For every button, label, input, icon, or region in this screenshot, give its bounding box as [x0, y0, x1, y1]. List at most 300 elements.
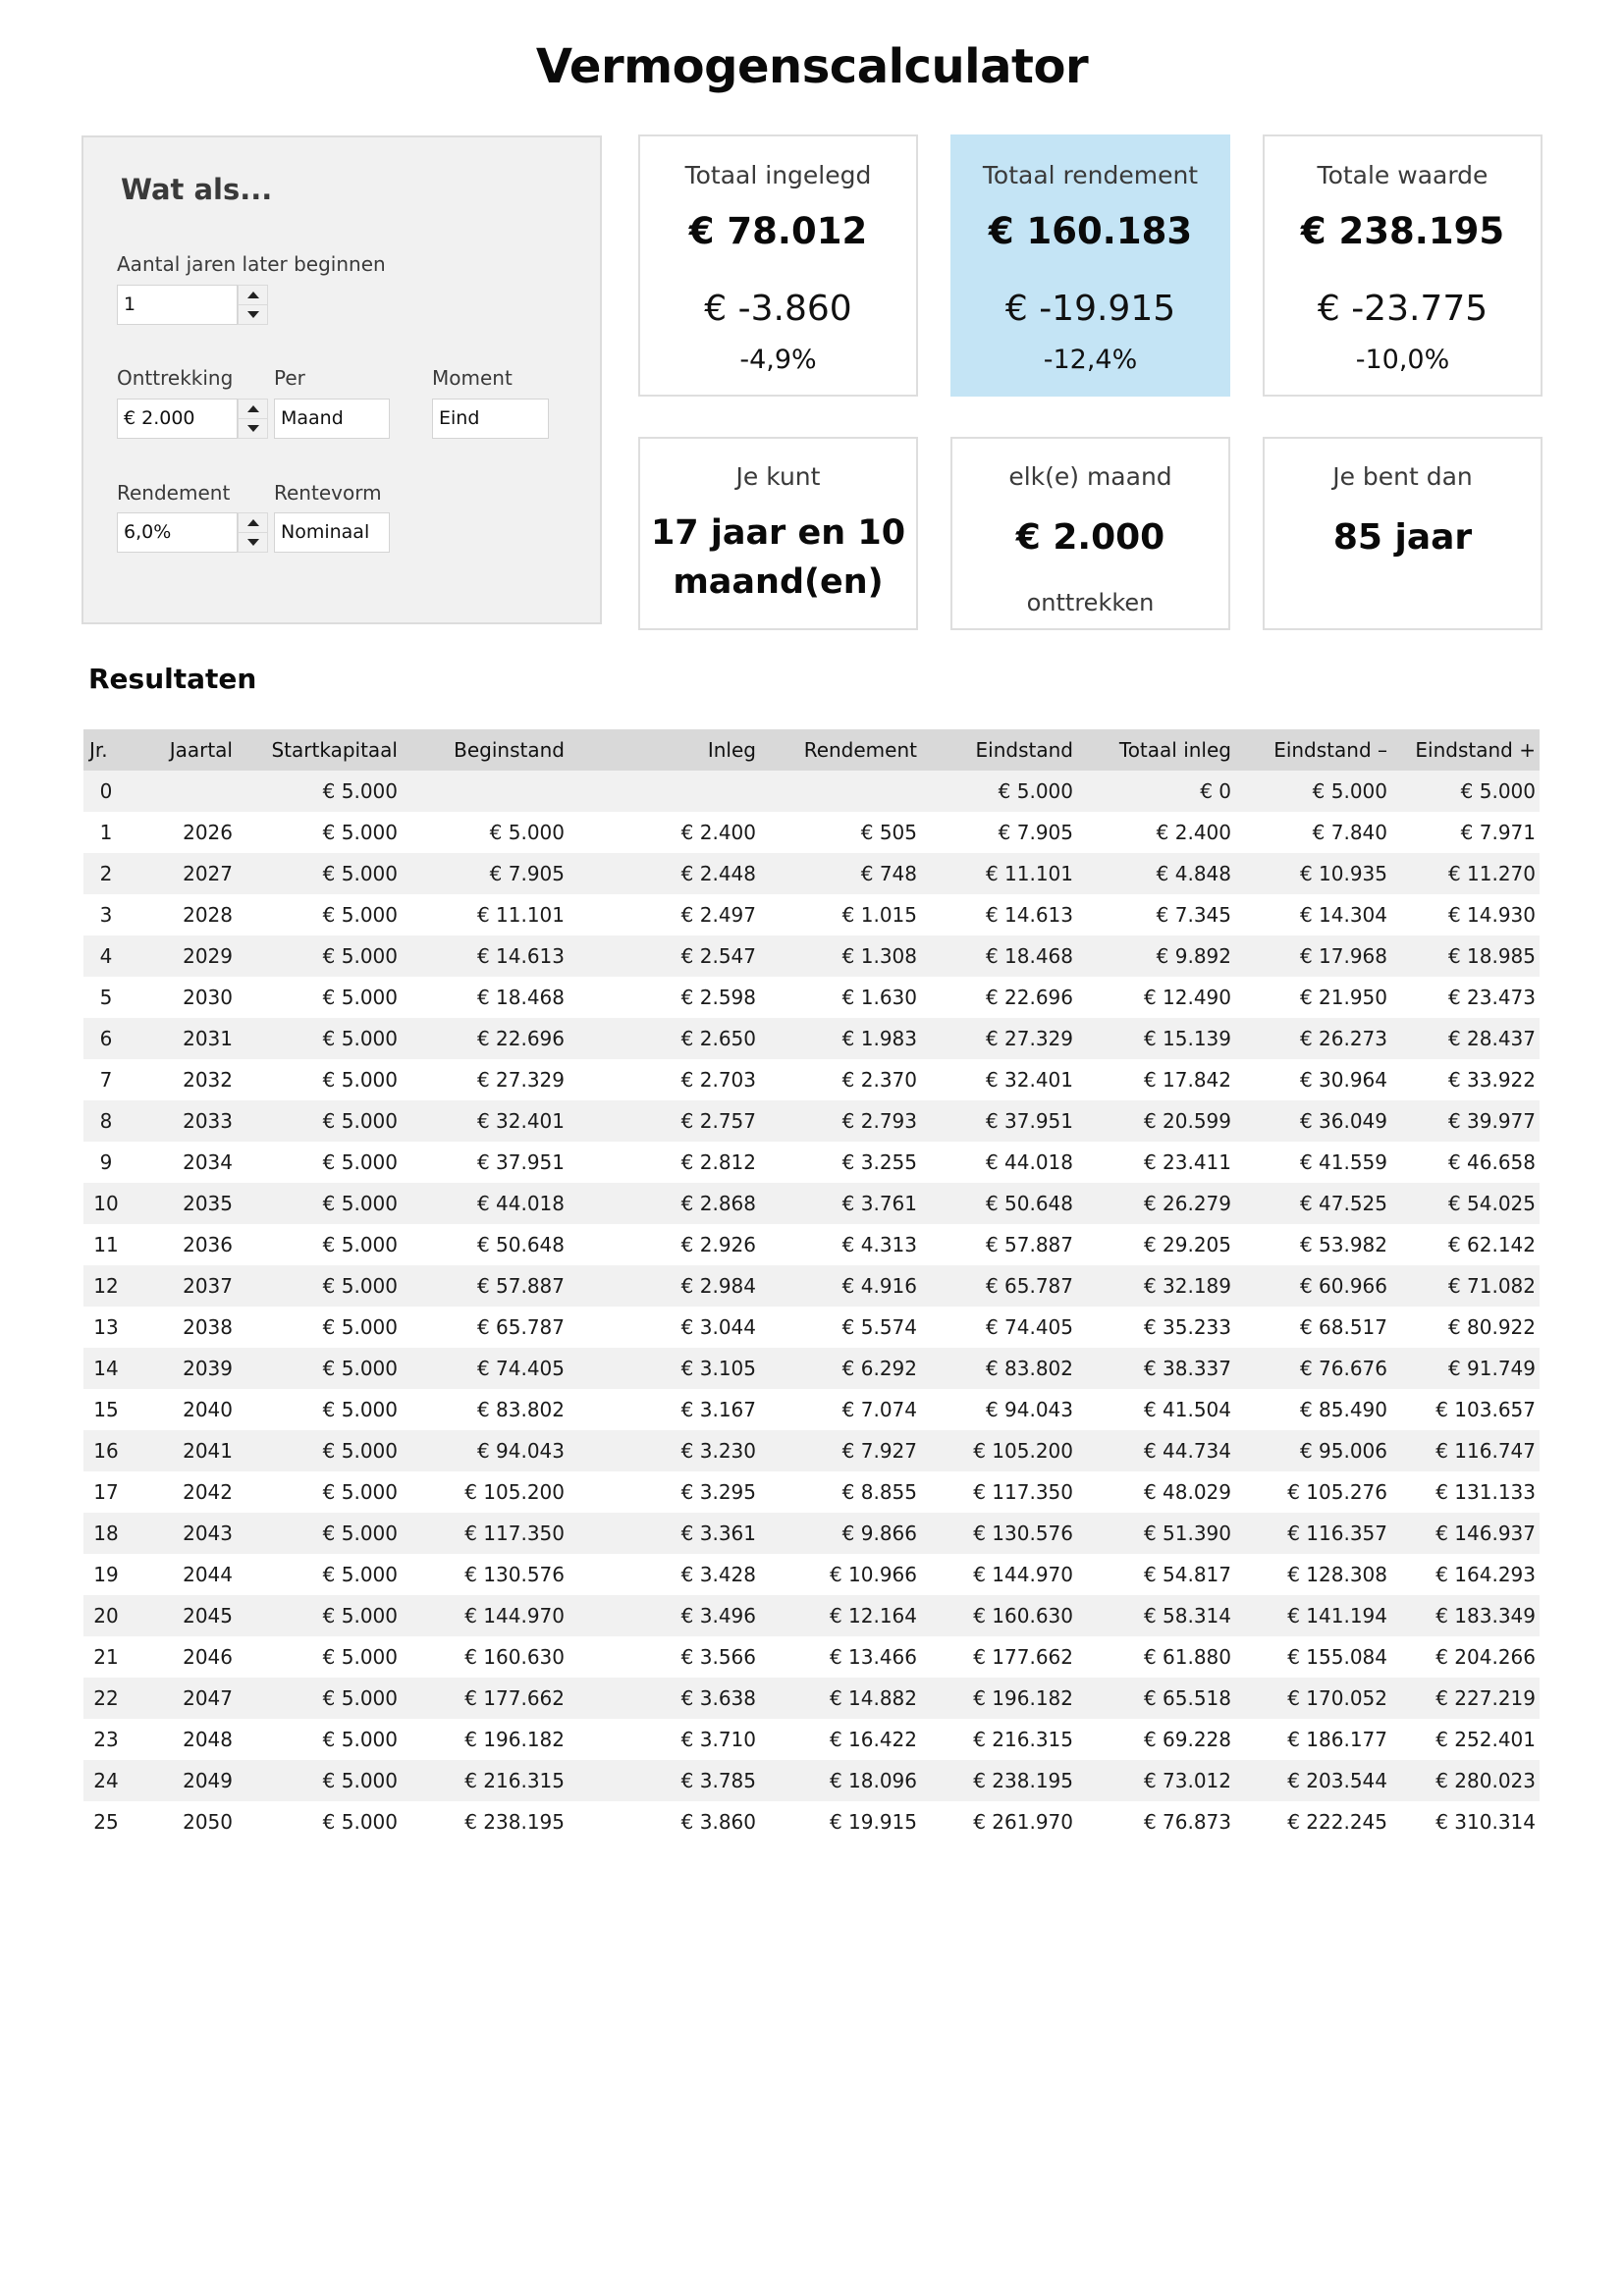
cell-end-balance: € 37.951	[985, 1109, 1073, 1133]
cell-total-deposit: € 26.279	[1143, 1192, 1231, 1215]
cell-deposit: € 3.428	[680, 1563, 756, 1586]
cell-end-balance-low: € 141.194	[1287, 1604, 1387, 1628]
cell-year: 2026	[183, 821, 233, 844]
table-row	[83, 1224, 1540, 1265]
cell-year-index: 13	[93, 1315, 119, 1339]
cell-return: € 10.966	[829, 1563, 917, 1586]
cell-return: € 3.761	[841, 1192, 917, 1215]
cell-year-index: 21	[93, 1645, 119, 1669]
cell-return: € 14.882	[829, 1686, 917, 1710]
cell-end-balance-high: € 14.930	[1447, 903, 1536, 927]
cell-return: € 16.422	[829, 1728, 917, 1751]
cell-deposit: € 2.547	[680, 944, 756, 968]
cell-year-index: 4	[99, 944, 113, 968]
cell-start-capital: € 5.000	[322, 779, 398, 803]
interest-type-select[interactable]: Nominaal	[274, 512, 390, 553]
cell-start-capital: € 5.000	[322, 1233, 398, 1256]
cell-start-capital: € 5.000	[322, 1686, 398, 1710]
table-row	[83, 1554, 1540, 1595]
cell-year-index: 2	[99, 862, 113, 885]
cell-year-index: 3	[99, 903, 113, 927]
results-table	[83, 729, 1540, 1842]
cell-end-balance-high: € 310.314	[1435, 1810, 1536, 1834]
card-value: 85 jaar	[1332, 517, 1473, 558]
cell-start-capital: € 5.000	[322, 903, 398, 927]
card-total-value	[1263, 134, 1543, 397]
column-header-end-balance: Eindstand	[975, 738, 1073, 762]
cell-year: 2029	[183, 944, 233, 968]
cell-year-index: 18	[93, 1522, 119, 1545]
cell-deposit: € 2.598	[680, 986, 756, 1009]
column-header-end-balance-low: Eindstand –	[1273, 738, 1387, 762]
cell-start-capital: € 5.000	[322, 986, 398, 1009]
card-label: Je bent dan	[1332, 462, 1473, 491]
cell-end-balance: € 177.662	[973, 1645, 1073, 1669]
cell-total-deposit: € 2.400	[1156, 821, 1231, 844]
cell-year: 2035	[183, 1192, 233, 1215]
cell-end-balance: € 160.630	[973, 1604, 1073, 1628]
cell-end-balance-high: € 280.023	[1435, 1769, 1536, 1792]
cell-end-balance-low: € 170.052	[1287, 1686, 1387, 1710]
cell-year: 2030	[183, 986, 233, 1009]
withdrawal-stepper[interactable]	[238, 399, 268, 439]
cell-end-balance-high: € 7.971	[1460, 821, 1536, 844]
table-body	[83, 771, 1540, 1842]
cell-return: € 19.915	[829, 1810, 917, 1834]
cell-end-balance-low: € 41.559	[1299, 1150, 1387, 1174]
cell-begin-balance: € 105.200	[464, 1480, 565, 1504]
column-header-start-capital: Startkapitaal	[271, 738, 398, 762]
cell-begin-balance: € 117.350	[464, 1522, 565, 1545]
table-row	[83, 1760, 1540, 1801]
return-stepper[interactable]	[238, 512, 268, 553]
withdrawal-label: Onttrekking	[117, 366, 234, 390]
cell-return: € 4.916	[841, 1274, 917, 1298]
cell-begin-balance: € 14.613	[476, 944, 565, 968]
card-delta: € -3.860	[704, 289, 852, 329]
cell-end-balance-high: € 146.937	[1435, 1522, 1536, 1545]
cell-end-balance-high: € 18.985	[1447, 944, 1536, 968]
cell-return: € 1.015	[841, 903, 917, 927]
cell-begin-balance: € 65.787	[476, 1315, 565, 1339]
cell-deposit: € 2.400	[680, 821, 756, 844]
cell-end-balance-high: € 183.349	[1435, 1604, 1536, 1628]
cell-return: € 1.630	[841, 986, 917, 1009]
card-subtext: onttrekken	[1026, 589, 1155, 616]
cell-end-balance-low: € 26.273	[1299, 1027, 1387, 1050]
cell-year-index: 23	[93, 1728, 119, 1751]
cell-return: € 8.855	[841, 1480, 917, 1504]
cell-end-balance-high: € 103.657	[1435, 1398, 1536, 1421]
cell-start-capital: € 5.000	[322, 1068, 398, 1092]
increment-button[interactable]	[239, 513, 267, 533]
column-header-return: Rendement	[803, 738, 917, 762]
cell-begin-balance: € 18.468	[476, 986, 565, 1009]
arrow-up-icon	[247, 519, 259, 526]
cell-year: 2039	[183, 1357, 233, 1380]
cell-end-balance-high: € 80.922	[1447, 1315, 1536, 1339]
cell-begin-balance: € 5.000	[489, 821, 565, 844]
cell-return: € 6.292	[841, 1357, 917, 1380]
cell-year: 2028	[183, 903, 233, 927]
cell-start-capital: € 5.000	[322, 821, 398, 844]
cell-start-capital: € 5.000	[322, 1027, 398, 1050]
table-row	[83, 1348, 1540, 1389]
table-row	[83, 1142, 1540, 1183]
cell-end-balance-high: € 91.749	[1447, 1357, 1536, 1380]
cell-end-balance-low: € 5.000	[1312, 779, 1387, 803]
cell-begin-balance: € 27.329	[476, 1068, 565, 1092]
cell-start-capital: € 5.000	[322, 862, 398, 885]
cell-begin-balance: € 238.195	[464, 1810, 565, 1834]
cell-start-capital: € 5.000	[322, 1150, 398, 1174]
increment-button[interactable]	[239, 400, 267, 419]
cell-year: 2043	[183, 1522, 233, 1545]
arrow-up-icon	[247, 292, 259, 298]
cell-end-balance-low: € 76.676	[1299, 1357, 1387, 1380]
cell-end-balance-low: € 116.357	[1287, 1522, 1387, 1545]
cell-year: 2050	[183, 1810, 233, 1834]
cell-deposit: € 2.926	[680, 1233, 756, 1256]
table-row	[83, 1018, 1540, 1059]
table-row	[83, 935, 1540, 977]
cell-return: € 13.466	[829, 1645, 917, 1669]
cell-total-deposit: € 65.518	[1143, 1686, 1231, 1710]
cell-return: € 1.308	[841, 944, 917, 968]
card-value: € 2.000	[1015, 517, 1165, 558]
cell-year: 2027	[183, 862, 233, 885]
cell-return: € 7.074	[841, 1398, 917, 1421]
cell-begin-balance: € 83.802	[476, 1398, 565, 1421]
cell-begin-balance: € 130.576	[464, 1563, 565, 1586]
cell-deposit: € 2.757	[680, 1109, 756, 1133]
cell-end-balance: € 11.101	[985, 862, 1073, 885]
cell-start-capital: € 5.000	[322, 1192, 398, 1215]
cell-year: 2049	[183, 1769, 233, 1792]
table-row	[83, 1513, 1540, 1554]
cell-end-balance-high: € 116.747	[1435, 1439, 1536, 1463]
cell-begin-balance: € 216.315	[464, 1769, 565, 1792]
card-value: € 78.012	[688, 210, 868, 252]
card-label: Totaal rendement	[982, 161, 1199, 189]
cell-end-balance-high: € 33.922	[1447, 1068, 1536, 1092]
table-row	[83, 812, 1540, 853]
cell-begin-balance: € 177.662	[464, 1686, 565, 1710]
cell-start-capital: € 5.000	[322, 1109, 398, 1133]
cell-year-index: 8	[99, 1109, 113, 1133]
cell-deposit: € 3.496	[680, 1604, 756, 1628]
cell-deposit: € 3.295	[680, 1480, 756, 1504]
cell-begin-balance: € 160.630	[464, 1645, 565, 1669]
cell-end-balance-high: € 28.437	[1447, 1027, 1536, 1050]
cell-total-deposit: € 12.490	[1143, 986, 1231, 1009]
table-row	[83, 1183, 1540, 1224]
return-label: Rendement	[117, 481, 231, 505]
later-start-input[interactable]: 1	[117, 285, 238, 325]
cell-total-deposit: € 9.892	[1156, 944, 1231, 968]
cell-start-capital: € 5.000	[322, 1480, 398, 1504]
cell-end-balance-low: € 17.968	[1299, 944, 1387, 968]
column-header-year-index: Jr.	[89, 738, 108, 762]
column-header-begin-balance: Beginstand	[454, 738, 565, 762]
cell-deposit: € 3.044	[680, 1315, 756, 1339]
cell-end-balance: € 144.970	[973, 1563, 1073, 1586]
cell-begin-balance: € 50.648	[476, 1233, 565, 1256]
cell-year-index: 10	[93, 1192, 119, 1215]
withdrawal-input[interactable]: € 2.000	[117, 399, 238, 439]
card-percentage: -4,9%	[739, 345, 817, 375]
card-delta: € -19.915	[1004, 289, 1176, 329]
cell-deposit: € 3.860	[680, 1810, 756, 1834]
cell-deposit: € 3.638	[680, 1686, 756, 1710]
cell-end-balance-high: € 54.025	[1447, 1192, 1536, 1215]
table-row	[83, 771, 1540, 812]
cell-year-index: 5	[99, 986, 113, 1009]
increment-button[interactable]	[239, 286, 267, 305]
cell-end-balance: € 5.000	[998, 779, 1073, 803]
cell-end-balance: € 27.329	[985, 1027, 1073, 1050]
cell-end-balance-low: € 105.276	[1287, 1480, 1387, 1504]
card-label: Totale waarde	[1317, 161, 1489, 189]
cell-year: 2046	[183, 1645, 233, 1669]
cell-year-index: 22	[93, 1686, 119, 1710]
cell-begin-balance: € 11.101	[476, 903, 565, 927]
cell-year-index: 16	[93, 1439, 119, 1463]
card-monthly-withdrawal	[950, 437, 1230, 630]
cell-year: 2041	[183, 1439, 233, 1463]
cell-year: 2037	[183, 1274, 233, 1298]
column-header-total-deposit: Totaal inleg	[1118, 738, 1231, 762]
cell-deposit: € 2.703	[680, 1068, 756, 1092]
cell-end-balance-low: € 68.517	[1299, 1315, 1387, 1339]
cell-deposit: € 2.812	[680, 1150, 756, 1174]
cell-start-capital: € 5.000	[322, 1810, 398, 1834]
cell-end-balance: € 130.576	[973, 1522, 1073, 1545]
cell-total-deposit: € 58.314	[1143, 1604, 1231, 1628]
table-row	[83, 1636, 1540, 1678]
cell-end-balance: € 50.648	[985, 1192, 1073, 1215]
cell-end-balance-low: € 36.049	[1299, 1109, 1387, 1133]
cell-end-balance-high: € 5.000	[1460, 779, 1536, 803]
later-start-label: Aantal jaren later beginnen	[117, 252, 386, 276]
later-start-stepper[interactable]	[238, 285, 268, 325]
cell-start-capital: € 5.000	[322, 1563, 398, 1586]
cell-begin-balance: € 22.696	[476, 1027, 565, 1050]
table-row	[83, 853, 1540, 894]
cell-end-balance: € 22.696	[985, 986, 1073, 1009]
card-duration	[638, 437, 918, 630]
cell-end-balance: € 32.401	[985, 1068, 1073, 1092]
decrement-button[interactable]	[239, 305, 267, 324]
table-row	[83, 1389, 1540, 1430]
table-row	[83, 1265, 1540, 1307]
cell-year-index: 25	[93, 1810, 119, 1834]
cell-year-index: 17	[93, 1480, 119, 1504]
cell-year-index: 11	[93, 1233, 119, 1256]
what-if-panel	[81, 135, 602, 624]
cell-year-index: 0	[99, 779, 113, 803]
cell-start-capital: € 5.000	[322, 1398, 398, 1421]
per-label: Per	[274, 366, 305, 390]
cell-year: 2031	[183, 1027, 233, 1050]
cell-year-index: 19	[93, 1563, 119, 1586]
moment-select[interactable]: Eind	[432, 399, 549, 439]
cell-start-capital: € 5.000	[322, 1274, 398, 1298]
cell-total-deposit: € 44.734	[1143, 1439, 1231, 1463]
table-row	[83, 1678, 1540, 1719]
cell-total-deposit: € 48.029	[1143, 1480, 1231, 1504]
cell-end-balance-high: € 131.133	[1435, 1480, 1536, 1504]
cell-year: 2036	[183, 1233, 233, 1256]
cell-total-deposit: € 17.842	[1143, 1068, 1231, 1092]
cell-end-balance-high: € 46.658	[1447, 1150, 1536, 1174]
cell-total-deposit: € 29.205	[1143, 1233, 1231, 1256]
cell-year-index: 20	[93, 1604, 119, 1628]
cell-start-capital: € 5.000	[322, 1604, 398, 1628]
cell-begin-balance: € 94.043	[476, 1439, 565, 1463]
page-title: Vermogenscalculator	[535, 39, 1089, 94]
cell-start-capital: € 5.000	[322, 1439, 398, 1463]
cell-end-balance: € 216.315	[973, 1728, 1073, 1751]
cell-year-index: 24	[93, 1769, 119, 1792]
decrement-button[interactable]	[239, 533, 267, 552]
cell-end-balance: € 261.970	[973, 1810, 1073, 1834]
card-total-return	[950, 134, 1230, 397]
cell-total-deposit: € 4.848	[1156, 862, 1231, 885]
cell-year: 2047	[183, 1686, 233, 1710]
cell-deposit: € 3.710	[680, 1728, 756, 1751]
cell-year: 2048	[183, 1728, 233, 1751]
card-percentage: -12,4%	[1043, 345, 1138, 375]
arrow-down-icon	[247, 425, 259, 432]
card-age	[1263, 437, 1543, 630]
card-delta: € -23.775	[1317, 289, 1489, 329]
cell-deposit: € 3.167	[680, 1398, 756, 1421]
cell-year-index: 12	[93, 1274, 119, 1298]
cell-return: € 4.313	[841, 1233, 917, 1256]
cell-end-balance: € 238.195	[973, 1769, 1073, 1792]
card-value-line2: maand(en)	[673, 562, 884, 602]
cell-end-balance-low: € 186.177	[1287, 1728, 1387, 1751]
column-header-end-balance-high: Eindstand +	[1415, 738, 1536, 762]
cell-end-balance-high: € 252.401	[1435, 1728, 1536, 1751]
return-input[interactable]: 6,0%	[117, 512, 238, 553]
cell-year: 2033	[183, 1109, 233, 1133]
cell-begin-balance: € 196.182	[464, 1728, 565, 1751]
cell-total-deposit: € 15.139	[1143, 1027, 1231, 1050]
card-percentage: -10,0%	[1355, 345, 1450, 375]
cell-end-balance-low: € 10.935	[1299, 862, 1387, 885]
cell-end-balance: € 44.018	[985, 1150, 1073, 1174]
cell-deposit: € 2.497	[680, 903, 756, 927]
arrow-down-icon	[247, 311, 259, 318]
arrow-down-icon	[247, 539, 259, 546]
cell-total-deposit: € 20.599	[1143, 1109, 1231, 1133]
cell-total-deposit: € 76.873	[1143, 1810, 1231, 1834]
cell-end-balance: € 83.802	[985, 1357, 1073, 1380]
cell-return: € 18.096	[829, 1769, 917, 1792]
decrement-button[interactable]	[239, 419, 267, 438]
cell-end-balance-high: € 39.977	[1447, 1109, 1536, 1133]
table-row	[83, 1307, 1540, 1348]
cell-total-deposit: € 61.880	[1143, 1645, 1231, 1669]
cell-return: € 12.164	[829, 1604, 917, 1628]
cell-end-balance: € 57.887	[985, 1233, 1073, 1256]
cell-end-balance: € 18.468	[985, 944, 1073, 968]
card-total-deposited	[638, 134, 918, 397]
cell-year-index: 14	[93, 1357, 119, 1380]
cell-deposit: € 3.785	[680, 1769, 756, 1792]
cell-end-balance-low: € 7.840	[1312, 821, 1387, 844]
moment-label: Moment	[432, 366, 513, 390]
cell-end-balance-high: € 23.473	[1447, 986, 1536, 1009]
arrow-up-icon	[247, 405, 259, 412]
card-label: elk(e) maand	[1008, 462, 1172, 491]
table-row	[83, 1595, 1540, 1636]
cell-total-deposit: € 35.233	[1143, 1315, 1231, 1339]
cell-start-capital: € 5.000	[322, 1357, 398, 1380]
card-label: Totaal ingelegd	[684, 161, 872, 189]
cell-return: € 505	[860, 821, 917, 844]
cell-deposit: € 3.230	[680, 1439, 756, 1463]
cell-start-capital: € 5.000	[322, 1728, 398, 1751]
table-row	[83, 1430, 1540, 1471]
cell-deposit: € 2.650	[680, 1027, 756, 1050]
cell-year: 2032	[183, 1068, 233, 1092]
cell-total-deposit: € 73.012	[1143, 1769, 1231, 1792]
table-row	[83, 1719, 1540, 1760]
cell-end-balance-high: € 11.270	[1447, 862, 1536, 885]
cell-end-balance-low: € 30.964	[1299, 1068, 1387, 1092]
cell-total-deposit: € 32.189	[1143, 1274, 1231, 1298]
cell-return: € 2.793	[841, 1109, 917, 1133]
cell-end-balance: € 74.405	[985, 1315, 1073, 1339]
cell-begin-balance: € 74.405	[476, 1357, 565, 1380]
cell-total-deposit: € 23.411	[1143, 1150, 1231, 1174]
cell-return: € 3.255	[841, 1150, 917, 1174]
per-select[interactable]: Maand	[274, 399, 390, 439]
cell-end-balance: € 65.787	[985, 1274, 1073, 1298]
cell-end-balance-low: € 222.245	[1287, 1810, 1387, 1834]
cell-end-balance-low: € 85.490	[1299, 1398, 1387, 1421]
table-row	[83, 1471, 1540, 1513]
column-header-deposit: Inleg	[707, 738, 756, 762]
cell-year: 2045	[183, 1604, 233, 1628]
cell-begin-balance: € 32.401	[476, 1109, 565, 1133]
cell-deposit: € 2.448	[680, 862, 756, 885]
column-header-year: Jaartal	[169, 738, 233, 762]
cell-begin-balance: € 57.887	[476, 1274, 565, 1298]
cell-end-balance-high: € 62.142	[1447, 1233, 1536, 1256]
cell-return: € 1.983	[841, 1027, 917, 1050]
table-header-row	[83, 729, 1540, 771]
cell-end-balance-low: € 53.982	[1299, 1233, 1387, 1256]
cell-end-balance-high: € 71.082	[1447, 1274, 1536, 1298]
cell-end-balance: € 7.905	[998, 821, 1073, 844]
cell-deposit: € 2.984	[680, 1274, 756, 1298]
cell-return: € 9.866	[841, 1522, 917, 1545]
cell-return: € 7.927	[841, 1439, 917, 1463]
cell-total-deposit: € 69.228	[1143, 1728, 1231, 1751]
cell-begin-balance: € 144.970	[464, 1604, 565, 1628]
cell-deposit: € 3.566	[680, 1645, 756, 1669]
cell-total-deposit: € 51.390	[1143, 1522, 1231, 1545]
cell-return: € 5.574	[841, 1315, 917, 1339]
card-value: € 238.195	[1300, 210, 1505, 252]
interest-type-label: Rentevorm	[274, 481, 382, 505]
results-title: Resultaten	[88, 663, 257, 695]
table-row	[83, 894, 1540, 935]
